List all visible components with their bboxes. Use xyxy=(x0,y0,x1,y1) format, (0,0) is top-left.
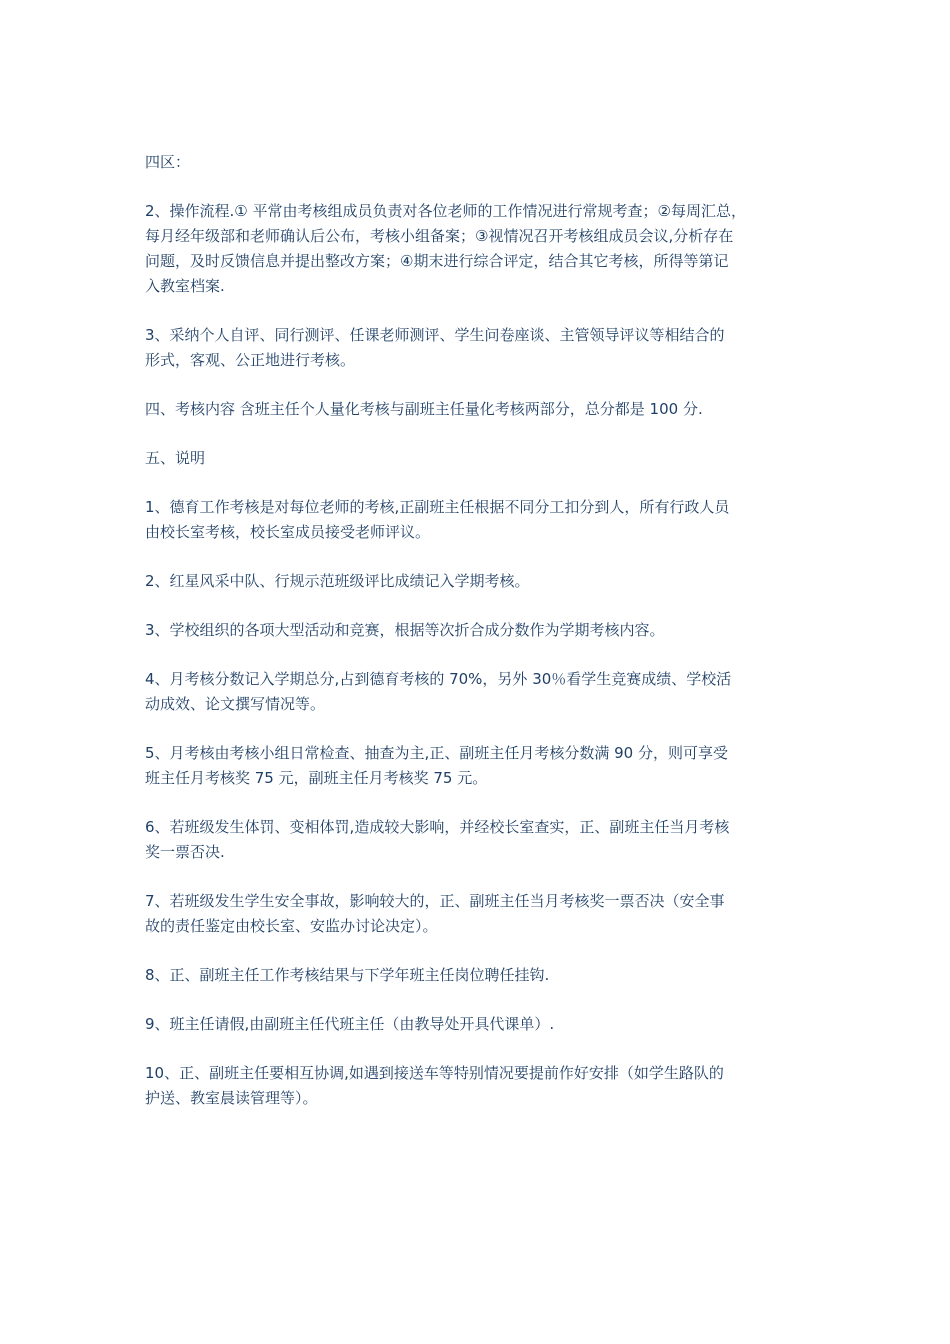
note-item-7 xyxy=(145,889,815,939)
text-line: 10、正、副班主任要相互协调,如遇到接送车等特别情况要提前作好安排（如学生路队的 xyxy=(145,1064,724,1082)
text-line: 9、班主任请假,由副班主任代班主任（由教导处开具代课单）. xyxy=(145,1015,555,1033)
note-item-4 xyxy=(145,667,815,717)
note-item-9 xyxy=(145,1012,815,1037)
text-line: 1、德育工作考核是对每位老师的考核,正副班主任根据不同分工扣分到人，所有行政人员 xyxy=(145,498,730,516)
text-line: 3、学校组织的各项大型活动和竞赛，根据等次折合成分数作为学期考核内容。 xyxy=(145,621,665,639)
text-line: 班主任月考核奖 75 元，副班主任月考核奖 75 元。 xyxy=(145,769,488,787)
section-heading-district xyxy=(145,150,815,175)
text-line: 奖一票否决. xyxy=(145,843,225,861)
note-item-10 xyxy=(145,1061,815,1111)
text-line: 故的责任鉴定由校长室、安监办讨论决定）。 xyxy=(145,917,438,935)
text-line: 形式，客观、公正地进行考核。 xyxy=(145,351,356,369)
text-line: 五、说明 xyxy=(145,449,206,467)
note-item-2 xyxy=(145,569,815,594)
text-line: 每月经年级部和老师确认后公布，考核小组备案；③视情况召开考核组成员会议,分析存在 xyxy=(145,227,734,245)
text-line: 由校长室考核，校长室成员接受老师评议。 xyxy=(145,523,431,541)
text-line: 3、采纳个人自评、同行测评、任课老师测评、学生问卷座谈、主管领导评议等相结合的 xyxy=(145,326,725,344)
document-body xyxy=(145,150,815,1135)
text-line: 四、考核内容 含班主任个人量化考核与副班主任量化考核两部分，总分都是 100 分. xyxy=(145,400,703,418)
text-line: 8、正、副班主任工作考核结果与下学年班主任岗位聘任挂钩. xyxy=(145,966,550,984)
text-line: 7、若班级发生学生安全事故，影响较大的，正、副班主任当月考核奖一票否决（安全事 xyxy=(145,892,725,910)
note-item-8 xyxy=(145,963,815,988)
text-line: 问题，及时反馈信息并提出整改方案；④期末进行综合评定，结合其它考核，所得等第记 xyxy=(145,252,729,270)
text-line: 动成效、论文撰写情况等。 xyxy=(145,695,326,713)
text-line: 2、操作流程.① 平常由考核组成员负责对各位老师的工作情况进行常规考查；②每周汇总， xyxy=(145,202,746,220)
note-item-3 xyxy=(145,618,815,643)
text-line: 4、月考核分数记入学期总分,占到德育考核的 70%，另外 30％看学生竞赛成绩、学校活 xyxy=(145,670,732,688)
text-line: 6、若班级发生体罚、变相体罚,造成较大影响，并经校长室查实，正、副班主任当月考核 xyxy=(145,818,730,836)
text-line: 入教室档案. xyxy=(145,277,225,295)
text-line: 2、红星风采中队、行规示范班级评比成绩记入学期考核。 xyxy=(145,572,530,590)
text-line: 5、月考核由考核小组日常检查、抽查为主,正、副班主任月考核分数满 90 分，则可享受 xyxy=(145,744,728,762)
text-line: 四区： xyxy=(145,153,191,171)
paragraph-evaluation-methods xyxy=(145,323,815,373)
note-item-1 xyxy=(145,495,815,545)
section-heading-content xyxy=(145,397,815,422)
paragraph-operation-process xyxy=(145,199,815,299)
text-line: 护送、教室晨读管理等）。 xyxy=(145,1089,318,1107)
section-heading-notes xyxy=(145,446,815,471)
note-item-5 xyxy=(145,741,815,791)
note-item-6 xyxy=(145,815,815,865)
